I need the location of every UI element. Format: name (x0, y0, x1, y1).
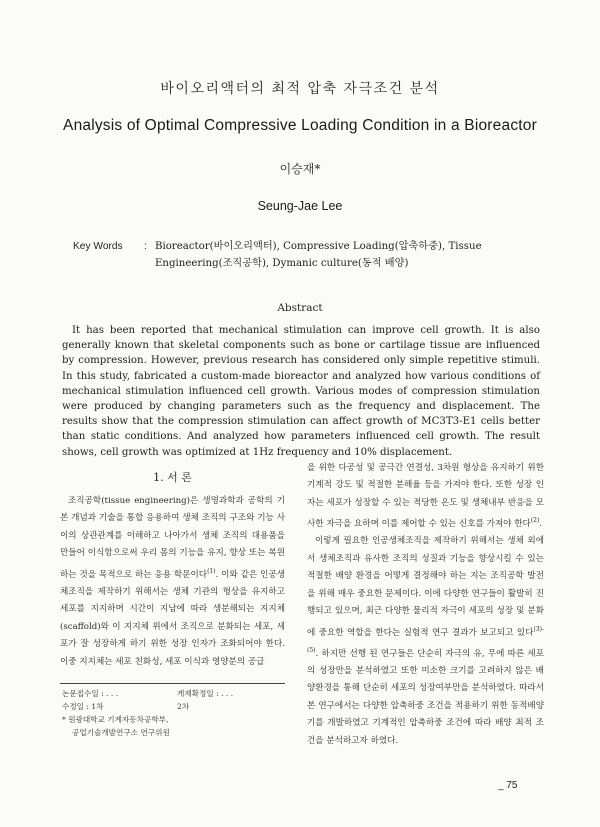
citation-3-5: (3)-(5) (307, 625, 544, 654)
affiliation-line-2: 공업기술개발연구소 연구위원 (72, 728, 170, 737)
revision-value: 2차 (177, 702, 190, 711)
intro-paragraph-1 (60, 493, 285, 671)
footnote-dates-row (62, 687, 284, 700)
abstract-text: It has been reported that mechanical stimulation can improve cell growth. It is also generally known that skeletal components such as bone or cartilage tissue are influenced by compression. However, previous research has considered only simple repetitive stimuli. In this study, fabricated a custom-made bioreactor and analyzed how various conditions of mechanical stimulation influenced cell growth. Various modes of compression stimulation were produced by changing parameters such as the frequency and displacement. The results show that the compression stimulation can affect growth of MC3T3-E1 cells better than static conditions. And analyzed how parameters influenced cell growth. The result shows, cell growth was optimized at 1Hz frequency and 10% displacement. (62, 325, 540, 458)
received-date (62, 687, 177, 700)
intro-paragraph-2 (307, 533, 544, 750)
keywords-block (73, 239, 543, 272)
intro-paragraph-1-cont-text: 을 위한 다공성 및 공극간 연결성, 3차원 형상을 유지하기 위한 기계적 강도 및 적절한 분해율 등을 가져야 한다. 또한 성장 인자는 세포가 성장할 수 있는 적당한 온도 및 생체내부 반응을 모사한 자극을 요하며 이를 제어할 수 있는 신호를 가져야 한다 (307, 463, 544, 530)
accepted-value: . . . (221, 689, 234, 698)
right-column (307, 460, 544, 750)
title-korean: 바이오리액터의 최적 압축 자극조건 분석 (160, 81, 440, 97)
section-heading-introduction: 1. 서 론 (153, 471, 192, 484)
accepted-label: 게재확정일 : (177, 689, 219, 698)
title-english: Analysis of Optimal Compressive Loading Condition in a Bioreactor (63, 117, 537, 134)
intro-paragraph-1-cont-end: . (539, 519, 543, 530)
keywords-text: Bioreactor(바이오리액터), Compressive Loading(압축하중), Tissue Engineering(조직공학), Dymanic culture(동적 배양) (155, 241, 482, 269)
intro-paragraph-2-text-a: 이렇게 필요한 인공생체조직을 제작하기 위해서는 생체 외에서 생체조직과 유사한 조직의 성질과 기능을 향상시킬 수 있는 적절한 배양 환경을 어떻게 결정해야 하는 지는 조직공학 발전을 위해 매우 중요한 문제이다. 이에 다양한 연구들이 활발히 진행되고 있으며, 최근 다양한 물리적 자극이 세포의 성장 및 분화에 중요한 역할을 한다는 실험적 연구 결과가 보고되고 있다 (307, 536, 544, 638)
page-number: _ 75 (498, 780, 518, 791)
intro-paragraph-2-text-b: . 하지만 선행 된 연구들은 단순히 자극의 유, 무에 따른 세포의 성장만을 분석하였고 또한 미소한 크기를 고려하지 않은 배양환경을 통해 단순히 세포의 성장여부만을 분석하였다. 따라서 본 연구에서는 다양한 압축하중 조건을 적용하기 위한 동적배양기를 개발하였고 기계적인 압축하중 조건에 따라 배양 최적 조건을 분석하고자 하였다. (307, 648, 544, 746)
accepted-date (177, 687, 233, 700)
abstract-body (62, 323, 540, 460)
citation-2: (2) (530, 517, 540, 525)
citation-1: (1) (207, 567, 216, 575)
received-label: 논문접수일 : (62, 689, 104, 698)
left-column (60, 493, 285, 671)
footnote-revision-row (62, 700, 284, 713)
received-value: . . . (106, 689, 119, 698)
footnote-divider (60, 683, 285, 684)
author-english: Seung-Jae Lee (257, 199, 343, 213)
footnotes (62, 687, 284, 739)
abstract-heading: Abstract (277, 302, 323, 314)
author-korean: 이승재* (279, 162, 321, 176)
intro-paragraph-1-text-a: 조직공학(tissue engineering)은 생명과학과 공학의 기본 개념과 기술을 통합 응용하여 생체 조직의 구조와 기능 사이의 상관관계를 이해하고 나아가서 생체 조직의 대용품을 만들어 이식함으로써 우리 몸의 기능을 유지, 향상 또는 복원하는 것을 목적으로 하는 응용 학문이다 (60, 496, 285, 580)
intro-paragraph-1-text-b: . 이와 같은 인공생체조직을 제작하기 위해서는 생체 기관의 형상을 유지하고 세포를 지지하며 시간이 지남에 따라 생분해되는 지지체(scaffold)와 이 지지체 위에서 조직으로 분화되는 세포, 세포가 잘 성장하게 하기 위한 성장 인자가 조화되어야 한다. 이중 지지체는 세포 친화성, 세포 이식과 영양분의 공급 (60, 569, 285, 667)
affiliation-line-1: * 원광대학교 기계자동차공학부, (62, 715, 169, 724)
keywords-colon: : (144, 241, 147, 252)
intro-paragraph-1-continued (307, 460, 544, 533)
keywords-label: Key Words (73, 241, 123, 252)
revision-label: 수정일 : 1차 (62, 702, 104, 711)
